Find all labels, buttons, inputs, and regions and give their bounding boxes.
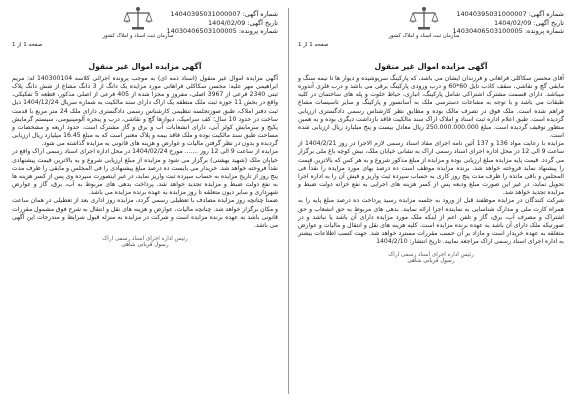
notice-date: تاریخ آگهی: 1404/02/09 <box>207 18 278 27</box>
organization-name: سازمان ثبت اسناد و املاک کشور <box>102 33 174 39</box>
notice-paragraph: آقای محسن سکاکلی فراهانی و فرزندان ایشان می باشد، که پارکینگ سرپوشیده و دیوار ها تا نیمه سنگ و مابقی گچ و نقاشی، سقف کاذب تایل 60*60 و درب ورودی پارکینگ برقی می باشد و درب فلزی آندوره میباشد. دارای قسمت مشترک اشتراکی شامل پارکینگ، انباری، حیاط خلوت و پله های ساختمان در کلیه طبقات می باشد و با توجه به مشاعات دسترسی ملک به آسانسور و پارکینگ و سایر تاسیسات مشاع فراهم شده است. ملک فوق در تصرف مالک بوده و مطابق نظر کارشناس رسمی دادگستری ارزیابی گردیده است. طبق اعلام اداره ثبت اسناد و املاک اراک سند مالکیت فاقد بازداشت دیگری بوده و به همین منظور توقیف گردیده است. مبلغ 250.000.000.000 ریال معادل بیست و پنج میلیارد ریال ارزیابی شده است. <box>298 75 565 140</box>
notice-date: تاریخ آگهی: 1404/02/09 <box>493 18 564 27</box>
notice-paragraph: ضمناً چنانچه روز مزایده مصادف با تعطیلی رسمی گردد، مزایده روز اداری بعد از تعطیلی در همان ساعت و مکان برگزار خواهد شد. چنانچه مالیات، عوارض و هزینه های نقل و انتقال به شرح فوق مشمول مقررات قانونی باشد به عهده برنده مزایده است و شرکت در مزایده به منزله قبول شرایط و مندرجات این آگهی می باشد. <box>12 197 278 229</box>
notice-number: شماره آگهی: 14040395031000007 <box>170 10 278 18</box>
notice-paragraph: مزایده با رعایت مواد 136 و 137 آئین نامه اجرای مفاد اسناد رسمی لازم الاجرا در روز 1404/2/21 از ساعت 9 الی 12 در محل اداره اجرای اسناد رسمی اراک به نشانی خیابان ملک، نبش کوچه باغ ملی برگزار می گردد. قیمت پایه مزایده مبلغ ارزیابی بوده و مزایده از مبلغ مذکور شروع و به هر کس که بالاترین قیمت را پیشنهاد نماید فروخته خواهد شد. برنده مزایده موظف است ده درصد بهای مورد مزایده را نقداً فی المجلس و باقی مانده را ظرف مدت پنج روز کاری به حساب سپرده ثبت واریز و فیش آن را به اداره اجرا تحویل نماید، در غیر این صورت مبلغ ودیعه پس از کسر هزینه های اجرایی به نفع خزانه دولت ضبط و مزایده تجدید خواهد شد. <box>298 140 564 197</box>
signature-name: رسول قربانی شاهی <box>407 258 455 265</box>
notice-title: آگهی مزایده اموال غیر منقول <box>88 62 202 71</box>
page-number: صفحه 1 از 1 <box>12 42 43 48</box>
file-number: شماره پرونده: 14030406503100005 <box>166 27 278 36</box>
page-number: صفحه 1 از 1 <box>298 42 329 48</box>
organization-name: سازمان ثبت اسناد و املاک کشور <box>388 33 460 39</box>
notice-paragraph: مزایده از ساعت 9 الی 12 روز ....... مورخ 1404/02/24 در محل اداره اجرای اسناد رسمی اراک واقع در خیابان ملک (شهید بهشتی) برگزار می شود و مزایده از مبلغ ارزیابی شروع و به بالاترین قیمت پیشنهادی نقداً فروخته خواهد شد. خریدار می بایست ده درصد مبلغ پیشنهادی را فی المجلس و مابقی را ظرف مدت پنج روز از تاریخ مزایده به حساب سپرده ثبت واریز نماید، در غیر اینصورت سپرده وی پس از کسر هزینه ها به نفع دولت ضبط و مزایده تجدید خواهد شد. پرداخت بدهی های مربوط به آب، برق، گاز و عوارض شهرداری و سایر دیون متعلقه تا روز مزایده به عهده برنده مزایده می باشد. <box>12 148 279 197</box>
notice-title: آگهی مزایده اموال غیر منقول <box>374 62 488 71</box>
signature-title: رئیس اداره اجرای اسناد رسمی اراک <box>388 252 474 259</box>
notice-paragraph: شرکت کنندگان در مزایده موظفند قبل از ورود به جلسه مزایده رسید پرداخت ده درصد مبلغ پایه را به همراه کارت ملی و مدارک شناسایی به نماینده اجرا ارائه نمایند. بدهی های مربوط به حق انشعاب و حق اشتراک و مصرف آب، برق، گاز و تلفن اعم از اینکه ملک مورد مزایده دارای آن باشد یا نباشد و در صورتیکه ملک دارای آن باشد به عهده برنده مزایده است. کلیه هزینه های نقل و انتقال و مالیات و عوارض متعلقه به عهده خریدار است و مازاد بر آن حسب مقررات مسترد خواهد شد. جهت کسب اطلاعات بیشتر به اداره اجرای اسناد رسمی اراک مراجعه نمایید. تاریخ انتشار: 1404/2/10 <box>298 197 564 246</box>
notice-body <box>298 75 564 246</box>
registry-logo <box>90 6 186 39</box>
notice-paragraph: آگهی مزایده اموال غیر منقول (اسناد ذمه ای) به موجب پرونده اجرائی کلاسه 140300104 له: مریم ابراهیمی مهر علیه: محسن سکاکلی فراهانی مورد مزایده یک دانگ از 3 دانگ مشاع از شش دانگ پلاک ثبتی 2340 فرعی از 3967 اصلی، مفروز و مجزا شده از 405 فرعی از اصلی مذکور، قطعه 5 تفکیکی، واقع در بخش 11 حوزه ثبت ملک منطقه یک اراک دارای سند مالکیت به شماره سریال 1404/12/24 ذیل ثبت دفتر املاک، طبق صورتجلسه تنظیمی کارشناس رسمی دادگستری دارای ملک 24 متر مربع با قدمت ساخت در حدود 10 سال؛ کف سرامیک، دیوارها گچ و نقاشی، درب و پنجره آلومینیومی، سیستم گرمایش پکیج و سرمایش کولر آبی، دارای انشعابات آب و برق و گاز مشترک است. حدود اربعه و مشخصات و مساحت طبق سند مالکیت بوده و ملک فاقد بیمه و پلاک معتبر است که به مبلغ 16.45 میلیارد ریال ارزیابی گردیده و بدون در نظر گرفتن مالیات و عوارض و هزینه های قانونی به مزایده گذاشته می شود. <box>12 75 279 148</box>
signature-name: رسول قربانی شاهی <box>121 241 169 248</box>
scales-of-justice-icon <box>123 6 153 32</box>
notice-header <box>12 6 278 56</box>
notice-body <box>12 75 278 230</box>
registry-logo <box>376 6 472 39</box>
notice-number: شماره آگهی: 14040395031000007 <box>456 10 564 18</box>
signature-title: رئیس اداره اجرای اسناد رسمی اراک <box>102 235 188 242</box>
notice-right <box>288 0 576 401</box>
notice-header <box>298 6 564 56</box>
file-number: شماره پرونده: 14030406503100005 <box>452 27 564 36</box>
scales-of-justice-icon <box>409 6 439 32</box>
